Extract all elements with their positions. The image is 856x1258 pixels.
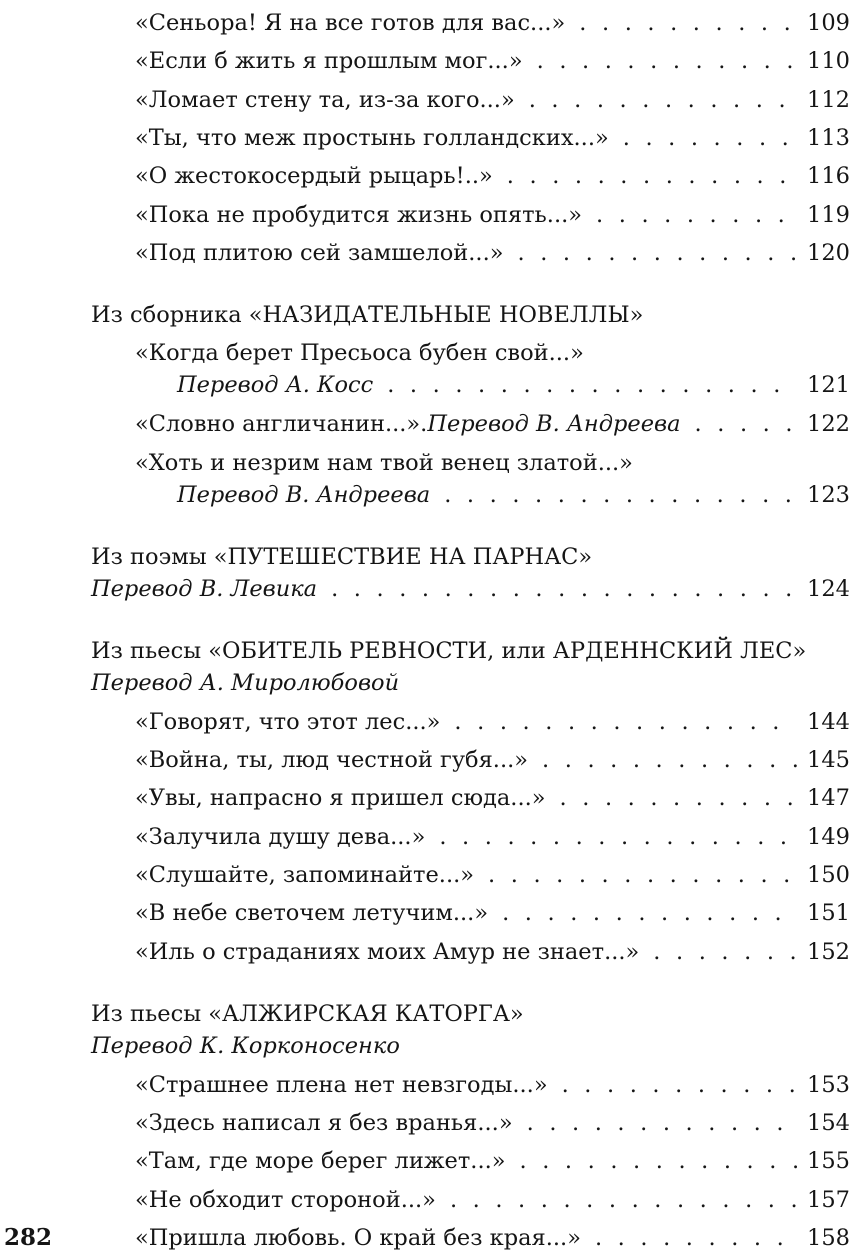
dot-leader [579,3,797,43]
toc-entry [135,1218,850,1258]
page-ref: 116 [807,163,850,189]
dot-leader [653,932,797,972]
entry-title: «Слушайте, запоминайте...» [135,862,475,888]
page-number: 282 [4,1224,53,1251]
toc-entry [135,702,850,742]
entry-title: Из поэмы «ПУТЕШЕСТВИЕ НА ПАРНАС» [91,544,593,570]
toc-entry [135,1180,850,1220]
entry-title: «Сеньора! Я на все готов для вас...» [135,10,566,36]
page-ref: 152 [807,939,850,965]
toc-entry [135,404,850,444]
page-ref: 158 [807,1225,850,1251]
entry-title: «Хоть и незрим нам твой венец златой...» [135,450,633,476]
entry-title: Из пьесы «АЛЖИРСКАЯ КАТОРГА» [91,1001,524,1027]
page-ref: 119 [807,202,850,228]
entry-title: «Пришла любовь. О край без края...» [135,1225,581,1251]
page-ref: 124 [807,576,850,602]
page-ref: 109 [807,10,850,36]
toc-entry [135,233,850,273]
page-ref: 151 [807,900,850,926]
toc-entry [135,41,850,81]
toc-entry [135,118,850,158]
toc-entry [91,569,850,609]
dot-leader [450,1180,797,1220]
toc-heading [91,1026,400,1066]
dot-leader [444,475,797,515]
toc-entry [135,195,850,235]
page-ref: 150 [807,862,850,888]
page-ref: 110 [807,48,850,74]
dot-leader [562,1065,797,1105]
page-ref: 155 [807,1148,850,1174]
entry-title: «Ты, что меж простынь голландских...» [135,125,609,151]
page-ref: 147 [807,785,850,811]
translator-credit: Перевод В. Левика [91,576,318,602]
dot-leader [595,1218,797,1258]
entry-title: «Пока не пробудится жизнь опять...» [135,202,583,228]
page-ref: 157 [807,1187,850,1213]
entry-title: «Если б жить я прошлым мог...» [135,48,523,74]
toc-entry [177,365,850,405]
toc-entry [135,778,850,818]
dot-leader [502,893,797,933]
dot-leader [507,156,797,196]
page-ref: 123 [807,482,850,508]
translator-credit: Перевод А. Миролюбовой [91,670,400,696]
dot-leader [387,365,797,405]
entry-title: «Увы, напрасно я пришел сюда...» [135,785,546,811]
dot-leader [596,195,797,235]
entry-title: «Там, где море берег лижет...» [135,1148,506,1174]
page-ref: 144 [807,709,850,735]
page-ref: 121 [807,372,850,398]
toc-entry [135,1065,850,1105]
page-ref: 120 [807,240,850,266]
dot-leader [488,855,797,895]
entry-title: «Здесь написал я без вранья...» [135,1110,513,1136]
entry-title: «Залучила душу дева...» [135,824,426,850]
entry-title: «Словно англичанин...». [135,411,428,437]
dot-leader [529,80,797,120]
dot-leader [331,569,797,609]
toc-entry [135,3,850,43]
toc-heading [91,295,643,335]
dot-leader [560,778,798,818]
toc-entry [135,932,850,972]
translator-credit: Перевод А. Косс [177,372,374,398]
entry-title: «Иль о страданиях моих Амур не знает...» [135,939,640,965]
dot-leader [623,118,797,158]
dot-leader [527,1103,797,1143]
page-ref: 145 [807,747,850,773]
page-ref: 122 [807,411,850,437]
translator-credit: Перевод К. Корконосенко [91,1033,400,1059]
page-ref: 112 [807,87,850,113]
entry-title: «Война, ты, люд честной губя...» [135,747,529,773]
entry-title: Из пьесы «ОБИТЕЛЬ РЕВНОСТИ, или АРДЕННСКИЙ ЛЕС» [91,638,807,664]
entry-title: Из сборника «НАЗИДАТЕЛЬНЫЕ НОВЕЛЛЫ» [91,302,644,328]
entry-title: «О жестокосердый рыцарь!..» [135,163,493,189]
entry-title: «В небе светочем летучим...» [135,900,489,926]
page-ref: 154 [807,1110,850,1136]
dot-leader [439,817,797,857]
page-ref: 113 [807,125,850,151]
toc-heading [91,663,399,703]
dot-leader [520,1141,798,1181]
page-ref: 153 [807,1072,850,1098]
translator-credit: Перевод В. Андреева [177,482,431,508]
entry-title: «Говорят, что этот лес...» [135,709,441,735]
dot-leader [542,740,797,780]
entry-title: «Страшнее плена нет невзгоды...» [135,1072,548,1098]
toc-entry [135,1141,850,1181]
dot-leader [537,41,797,81]
entry-title: «Не обходит стороной...» [135,1187,436,1213]
toc-entry [135,893,850,933]
toc-entry [177,475,850,515]
entry-title: «Когда берет Пресьоса бубен свой...» [135,340,584,366]
dot-leader [518,233,798,273]
toc-entry [135,740,850,780]
dot-leader [695,404,798,444]
toc-entry [135,855,850,895]
page-ref: 149 [807,824,850,850]
toc-entry [135,1103,850,1143]
entry-title: «Ломает стену та, из-за кого...» [135,87,515,113]
toc-entry [135,817,850,857]
toc-entry [135,80,850,120]
toc-entry [135,156,850,196]
dot-leader [454,702,797,742]
entry-title: «Под плитою сей замшелой...» [135,240,504,266]
translator-credit: Перевод В. Андреева [427,411,681,437]
